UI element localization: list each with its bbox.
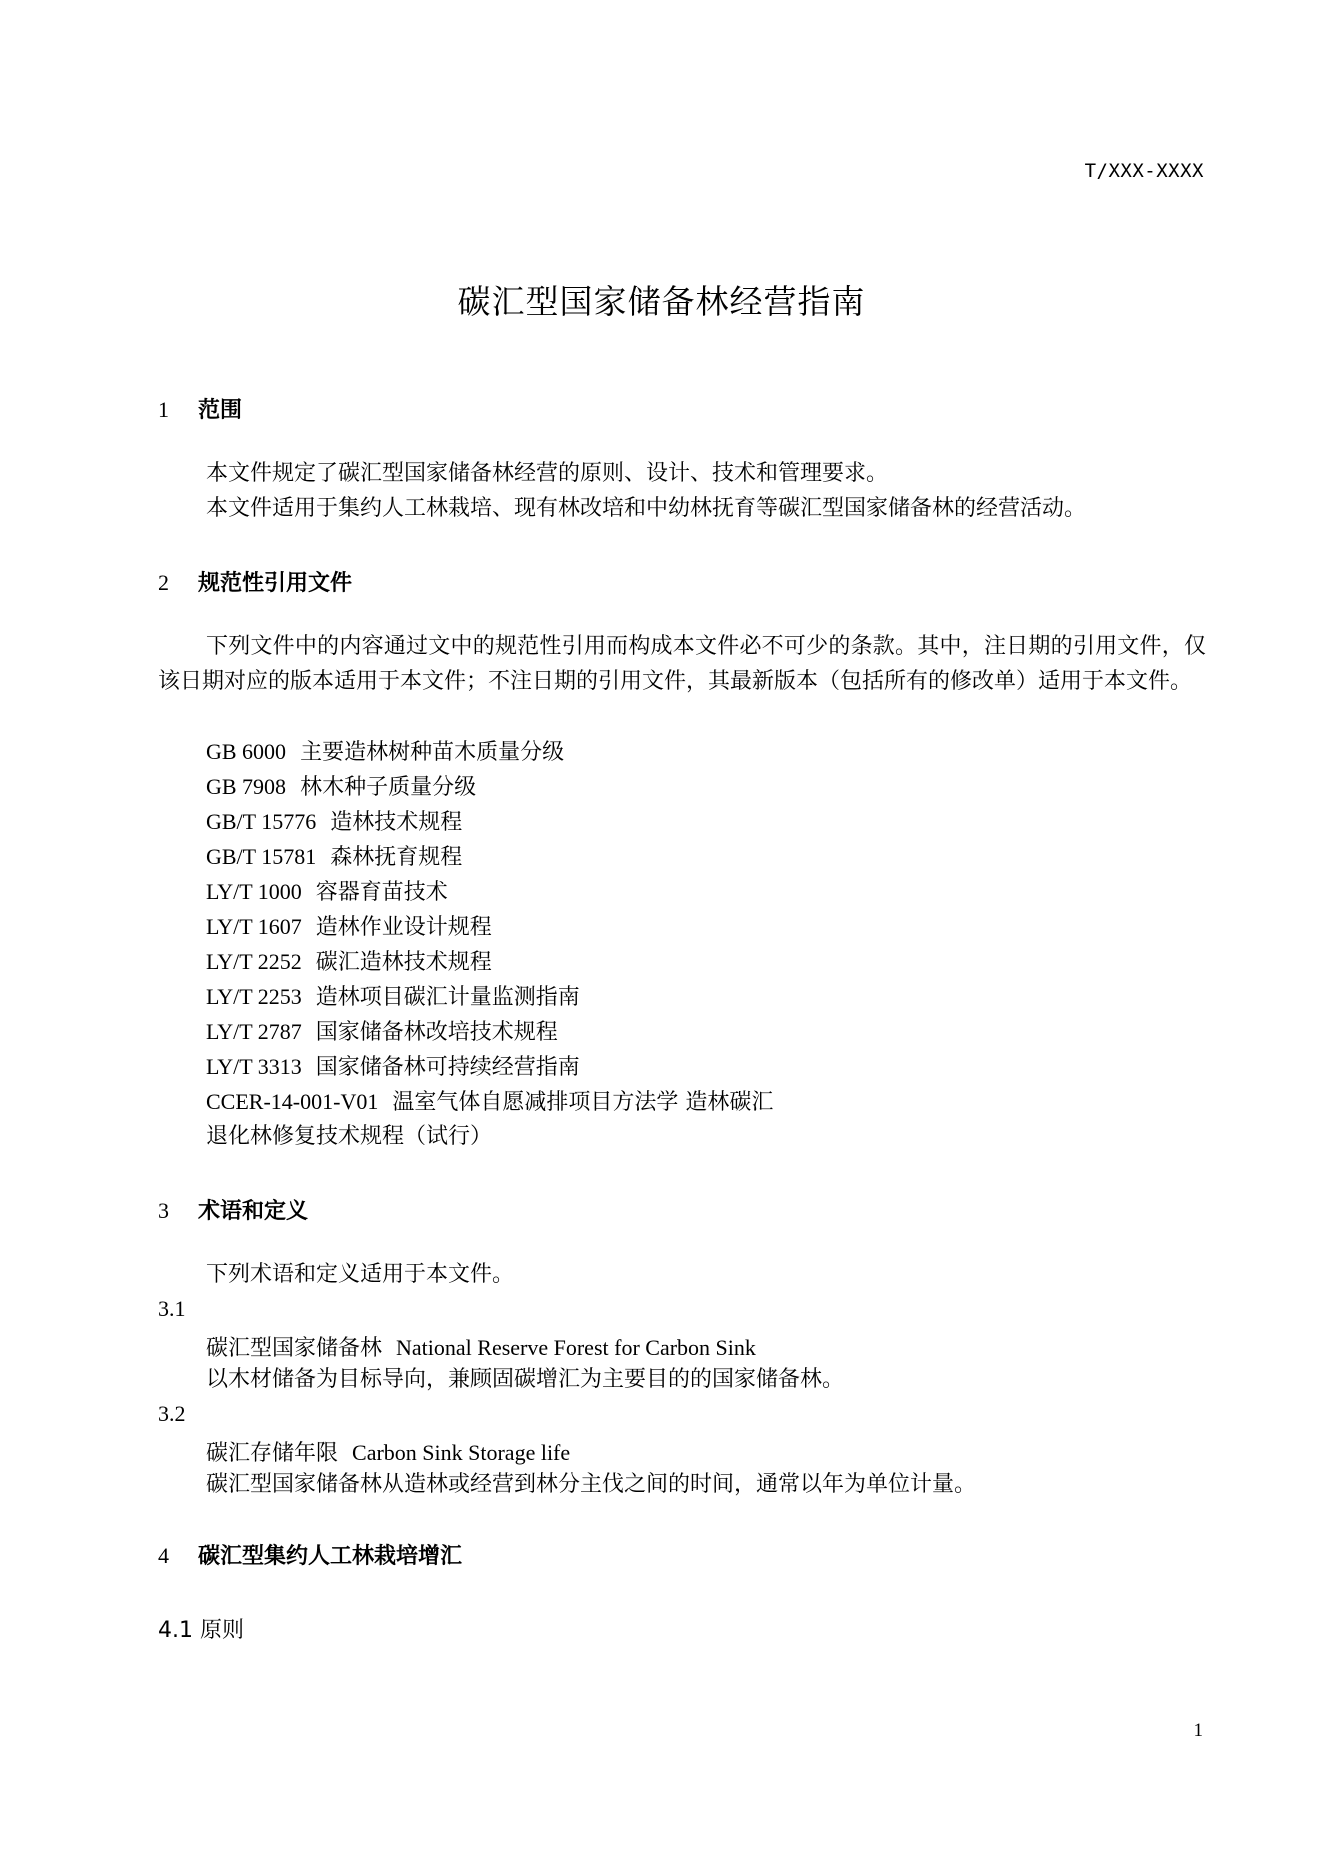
reference-code: LY/T 1000	[206, 879, 302, 904]
subsection-heading: 4.1 原则	[158, 1618, 244, 1643]
paragraph: 下列文件中的内容通过文中的规范性引用而构成本文件必不可少的条款。其中，注日期的引用文件，仅该日期对应的版本适用于本文件；不注日期的引用文件，其最新版本（包括所有的修改单）适用于本文件。	[158, 634, 1206, 694]
section-title: 术语和定义	[198, 1199, 309, 1224]
reference-item	[206, 804, 462, 840]
term-title	[206, 1436, 570, 1467]
reference-item	[206, 1014, 558, 1050]
reference-item	[206, 874, 448, 910]
section-title: 范围	[198, 398, 243, 423]
section-title: 碳汇型集约人工林栽培增汇	[198, 1544, 463, 1569]
reference-name: 造林技术规程	[330, 810, 463, 835]
reference-name: 温室气体自愿减排项目方法学 造林碳汇	[392, 1090, 774, 1115]
reference-code: LY/T 2252	[206, 949, 302, 974]
term-title	[206, 1331, 756, 1362]
reference-item	[206, 944, 492, 980]
reference-code: GB 7908	[206, 774, 287, 799]
document-code: T/XXX-XXXX	[1084, 160, 1204, 182]
section-heading-1	[158, 393, 242, 424]
reference-name: 碳汇造林技术规程	[315, 950, 492, 975]
page-number: 1	[1193, 1720, 1203, 1741]
reference-code: GB 6000	[206, 739, 287, 764]
reference-item	[206, 769, 476, 805]
term-number: 3.1	[158, 1296, 186, 1321]
reference-item	[206, 1084, 773, 1120]
reference-code: GB/T 15781	[206, 844, 317, 869]
page-title: 碳汇型国家储备林经营指南	[457, 282, 866, 321]
reference-name: 林木种子质量分级	[300, 775, 477, 800]
reference-name: 造林项目碳汇计量监测指南	[315, 985, 580, 1010]
term-definition: 碳汇型国家储备林从造林或经营到林分主伐之间的时间，通常以年为单位计量。	[206, 1472, 977, 1497]
reference-item: 退化林修复技术规程（试行）	[206, 1124, 493, 1149]
reference-item	[206, 909, 492, 945]
reference-name: 森林抚育规程	[330, 845, 463, 870]
reference-code: LY/T 1607	[206, 914, 302, 939]
reference-name: 国家储备林改培技术规程	[315, 1020, 558, 1045]
reference-name: 主要造林树种苗木质量分级	[300, 740, 565, 765]
reference-item	[206, 734, 564, 770]
section-title: 规范性引用文件	[198, 571, 353, 596]
paragraph: 本文件规定了碳汇型国家储备林经营的原则、设计、技术和管理要求。	[206, 461, 889, 486]
reference-code: GB/T 15776	[206, 809, 317, 834]
reference-name: 造林作业设计规程	[315, 915, 492, 940]
section-number: 1	[158, 397, 169, 422]
term-zh: 碳汇型国家储备林	[206, 1336, 383, 1361]
reference-item	[206, 979, 580, 1015]
reference-name: 国家储备林可持续经营指南	[315, 1055, 580, 1080]
reference-code: LY/T 2787	[206, 1019, 302, 1044]
term-number: 3.2	[158, 1401, 186, 1426]
reference-item	[206, 839, 462, 875]
reference-name: 容器育苗技术	[315, 880, 448, 905]
reference-code: CCER-14-001-V01	[206, 1089, 379, 1114]
section-number: 3	[158, 1198, 169, 1223]
reference-item	[206, 1049, 580, 1085]
term-zh: 碳汇存储年限	[206, 1441, 339, 1466]
paragraph: 本文件适用于集约人工林栽培、现有林改培和中幼林抚育等碳汇型国家储备林的经营活动。	[206, 496, 1087, 521]
section-heading-2	[158, 566, 352, 597]
term-definition: 以木材储备为目标导向，兼顾固碳增汇为主要目的的国家储备林。	[206, 1367, 845, 1392]
reference-code: LY/T 2253	[206, 984, 302, 1009]
term-en: National Reserve Forest for Carbon Sink	[396, 1335, 756, 1360]
paragraph: 下列术语和定义适用于本文件。	[206, 1262, 515, 1287]
section-number: 4	[158, 1543, 169, 1568]
section-heading-3	[158, 1194, 308, 1225]
section-heading-4	[158, 1539, 462, 1570]
term-en: Carbon Sink Storage life	[352, 1440, 571, 1465]
reference-code: LY/T 3313	[206, 1054, 302, 1079]
section-number: 2	[158, 570, 169, 595]
